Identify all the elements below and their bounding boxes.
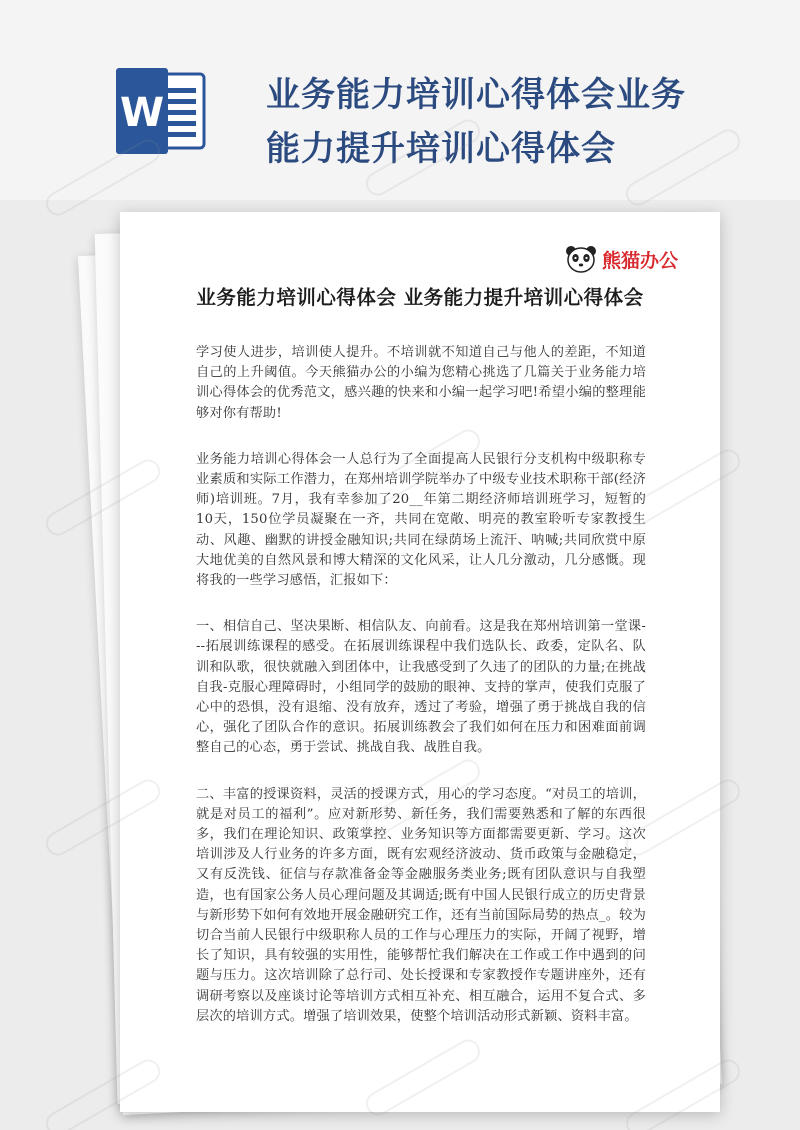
panda-logo — [564, 244, 678, 274]
paragraph-section-one: 一、相信自己、坚决果断、相信队友、向前看。这是我在郑州培训第一堂课---拓展训练课程的感受。在拓展训练课程中我们选队长、政委，定队名、队训和队歌，很快就融入到团体中，让我感受到了久违了的团队的力量;在挑战自我-克服心理障碍时，小组同学的鼓励的眼神、支持的掌声，使我们克服了心中的恐惧，没有退缩、没有放弃，透过了考验，增强了勇于挑战自我的信心，强化了团队合作的意识。拓展训练教会了我们如何在压力和困难面前调整自己的心态，勇于尝试、挑战自我、战胜自我。 — [196, 619, 646, 756]
panda-icon — [564, 244, 598, 274]
document-page — [120, 212, 720, 1112]
document-body — [196, 343, 646, 1053]
header-title: 业务能力培训心得体会业务能力提升培训心得体会 — [266, 75, 686, 169]
paragraph-section-two: 二、丰富的授课资料，灵活的授课方式，用心的学习态度。“对员工的培训，就是对员工的福利”。应对新形势、新任务，我们需要熟悉和了解的东西很多，我们在理论知识、政策掌控、业务知识等方面都需要更新、学习。这次培训涉及人行业务的许多方面，既有宏观经济波动、货币政策与金融稳定，又有反洗钱、征信与存款准备金等金融服务类业务;既有团队意识与自我塑造，也有国家公务人员心理问题及其调适;既有中国人民银行成立的历史背景与新形势下如何有效地开展金融研究工作，还有当前国际局势的热点_。较为切合当前人民银行中级职称人员的工作与心理压力的实际，开阔了视野，增长了知识，具有较强的实用性，能够帮忙我们解决在工作或工作中遇到的问题与压力。这次培训除了总行司、处长授课和专家教授作专题讲座外，还有调研考察以及座谈讨论等培训方式相互补充、相互融合，运用不复合式、多层次的培训方式。增强了培训效果，使整个培训活动形式新颖、资料丰富。 — [196, 786, 646, 1024]
header-banner — [0, 0, 800, 200]
paragraph-intro: 学习使人进步，培训使人提升。不培训就不知道自己与他人的差距，不知道自己的上升阈值。今天熊猫办公的小编为您精心挑选了几篇关于业务能力培训心得体会的优秀范文，感兴趣的快来和小编一起学习吧!希望小编的整理能够对你有帮助! — [196, 345, 646, 421]
paragraph-summary: 业务能力培训心得体会一人总行为了全面提高人民银行分支机构中级职称专业素质和实际工作潜力，在郑州培训学院举办了中级专业技术职称干部(经济师)培训班。7月，我有幸参加了20__年第二期经济师培训班学习，短暂的10天，150位学员凝聚在一齐，共同在宽敞、明亮的教室聆听专家教授生动、风趣、幽默的讲授金融知识;共同在绿荫场上流汗、呐喊;共同欣赏中原大地优美的自然风景和博大精深的文化风采，让人几分激动，几分感慨。现将我的一些学习感悟，汇报如下： — [196, 451, 646, 589]
logo-text: 熊猫办公 — [601, 249, 678, 272]
svg-text:W: W — [119, 90, 165, 136]
word-document-icon — [112, 68, 208, 154]
document-title: 业务能力培训心得体会 业务能力提升培训心得体会 — [196, 286, 644, 309]
